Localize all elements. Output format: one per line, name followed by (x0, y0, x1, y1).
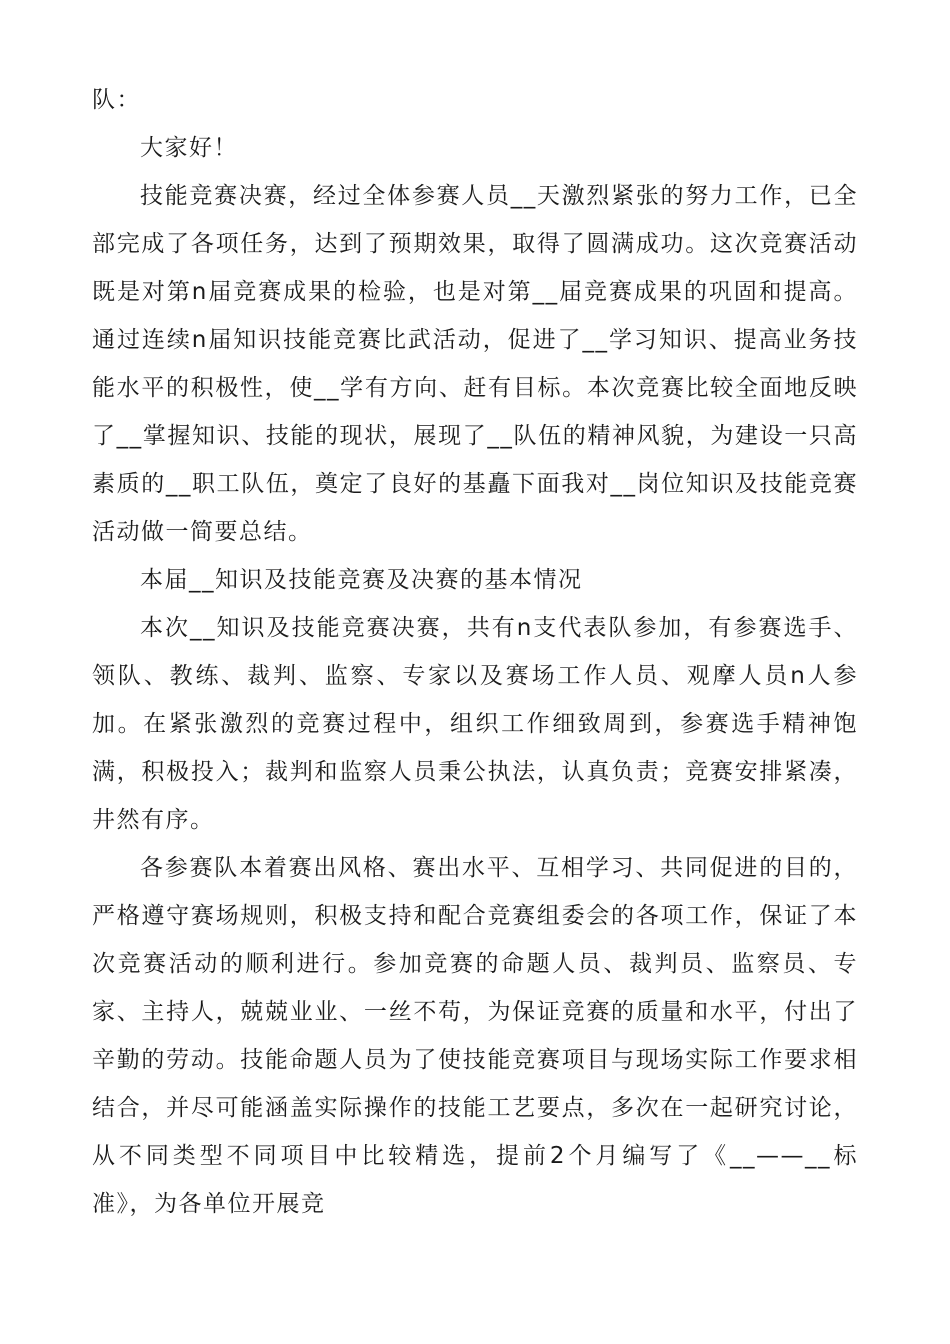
paragraph-1: 队： (92, 87, 141, 113)
paragraph-basic-situation: 本次__知识及技能竞赛决赛，共有n支代表队参加，有参赛选手、领队、教练、裁判、监察、专家以及赛场工作人员、观摩人员n人参加。在紧张激烈的竞赛过程中，组织工作细致周到，参赛选手精神饱满，积极投入；裁判和监察人员秉公执法，认真负责；竞赛安排紧凑，井然有序。 (92, 615, 858, 833)
paragraph-greeting: 大家好！ (140, 135, 238, 161)
section-heading: 本届__知识及技能竞赛及决赛的基本情况 (140, 567, 583, 593)
paragraph-summary: 技能竞赛决赛，经过全体参赛人员__天激烈紧张的努力工作，已全部完成了各项任务，达到了预期效果，取得了圆满成功。这次竞赛活动既是对第n届竞赛成果的检验，也是对第__届竞赛成果的巩固和提高。通过连续n届知识技能竞赛比武活动，促进了__学习知识、提高业务技能水平的积极性，使__学有方向、赶有目标。本次竞赛比较全面地反映了__掌握知识、技能的现状，展现了__队伍的精神风貌，为建设一只高素质的__职工队伍，奠定了良好的基矗下面我对__岗位知识及技能竞赛活动做一简要总结。 (92, 183, 858, 545)
document-page (92, 76, 858, 1228)
paragraph-teams: 各参赛队本着赛出风格、赛出水平、互相学习、共同促进的目的，严格遵守赛场规则，积极支持和配合竞赛组委会的各项工作，保证了本次竞赛活动的顺利进行。参加竞赛的命题人员、裁判员、监察员、专家、主持人，兢兢业业、一丝不苟，为保证竞赛的质量和水平，付出了辛勤的劳动。技能命题人员为了使技能竞赛项目与现场实际工作要求相结合，并尽可能涵盖实际操作的技能工艺要点，多次在一起研究讨论，从不同类型不同项目中比较精选，提前2个月编写了《__——__标准》，为各单位开展竞 (92, 855, 858, 1217)
